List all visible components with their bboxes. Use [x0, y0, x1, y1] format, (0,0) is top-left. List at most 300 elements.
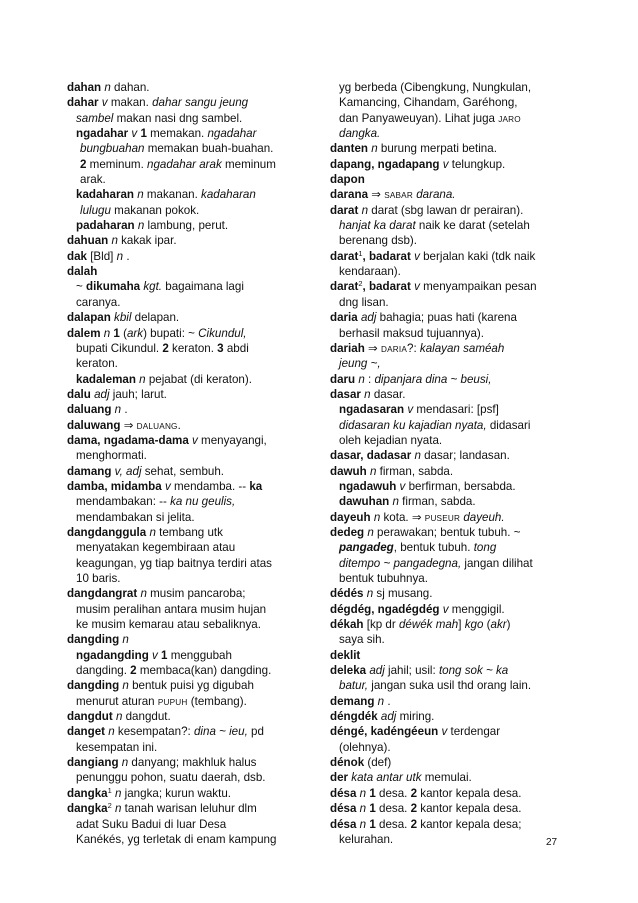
text-segment: dapon	[330, 173, 365, 187]
dictionary-line	[67, 479, 312, 494]
text-segment: v	[439, 157, 449, 171]
dictionary-line	[330, 157, 570, 172]
text-segment: désa	[330, 817, 357, 831]
text-segment: dékah	[330, 618, 364, 632]
text-segment: n	[389, 495, 399, 509]
dictionary-line	[67, 356, 312, 371]
text-segment: n	[118, 756, 129, 770]
text-segment: dahar sangu jeung	[152, 96, 249, 110]
right-column	[330, 80, 570, 847]
text-segment: n	[360, 387, 371, 401]
dictionary-line	[330, 510, 570, 525]
text-segment: keraton.	[168, 341, 218, 355]
text-segment: 2	[410, 802, 418, 816]
text-segment: dawuhan	[339, 495, 390, 509]
text-segment: 1	[358, 248, 363, 258]
dictionary-line	[330, 556, 570, 571]
text-segment: 2	[80, 157, 87, 171]
text-segment: PUSEUR	[424, 513, 461, 523]
text-segment: v	[128, 127, 141, 141]
text-segment: v	[188, 433, 198, 447]
text-segment: )	[506, 618, 511, 632]
dictionary-line	[330, 341, 570, 356]
dictionary-line	[67, 295, 312, 310]
text-segment: dahar	[67, 96, 99, 110]
text-segment: dasar, dadasar	[330, 449, 412, 463]
text-segment: memulai.	[421, 771, 472, 785]
text-segment: SABAR	[384, 191, 413, 201]
dictionary-line	[67, 755, 312, 770]
text-segment: [kp dr	[363, 618, 399, 632]
text-segment: :	[364, 372, 375, 386]
text-segment: dangdanggula	[67, 525, 147, 539]
text-segment: ark	[126, 326, 144, 340]
text-segment: kalayan saméah	[419, 341, 505, 355]
text-segment: dangka.	[339, 127, 381, 141]
text-segment: dangka	[67, 802, 108, 816]
text-segment: batur,	[339, 679, 369, 693]
text-segment: 2	[107, 801, 112, 811]
text-segment: yg berbeda (Cibengkung, Nungkulan,	[339, 81, 532, 94]
text-segment: desa.	[375, 817, 411, 831]
text-segment: ngadangding	[76, 648, 149, 662]
dictionary-line	[330, 111, 570, 126]
text-segment: n	[363, 587, 374, 601]
text-segment: n	[370, 510, 381, 524]
text-segment: bungbuahan	[80, 142, 145, 156]
dictionary-line	[330, 310, 570, 325]
text-segment: Kanékés, yg terletak di enam kampung	[76, 832, 277, 846]
text-segment: dangdut.	[122, 710, 171, 724]
text-segment: 1	[107, 785, 112, 795]
text-segment: tong sok ~ ka	[438, 664, 509, 678]
text-segment: kadaharan	[76, 188, 134, 202]
text-segment: meminum	[221, 157, 276, 171]
text-segment: jangan suka usil thd orang lain.	[368, 679, 532, 693]
text-segment: v	[404, 403, 414, 417]
text-segment: 1	[113, 326, 120, 340]
dictionary-line	[330, 141, 570, 156]
text-segment: 1	[369, 817, 376, 831]
text-segment: keraton.	[76, 357, 118, 371]
text-segment: pd	[247, 725, 264, 739]
text-segment: ⇒	[120, 418, 137, 432]
text-segment: kbil	[110, 311, 132, 325]
dictionary-line	[67, 187, 312, 202]
text-segment: lulugu	[80, 203, 111, 217]
text-segment: ngadahar	[207, 127, 257, 141]
text-segment: ngadawuh	[339, 479, 397, 493]
text-segment: .	[177, 418, 181, 432]
text-segment: lambung, perut.	[144, 219, 229, 233]
dictionary-line	[330, 126, 570, 141]
text-segment: 2	[410, 817, 418, 831]
dictionary-line	[67, 586, 312, 601]
text-segment: penunggu pohon, suatu daerah, dsb.	[76, 771, 266, 785]
text-segment: dalah	[67, 265, 98, 279]
text-segment: n	[146, 525, 156, 539]
text-segment: n	[366, 464, 377, 478]
dictionary-line	[67, 817, 312, 832]
text-segment: n	[111, 786, 122, 800]
text-segment: daru	[330, 372, 356, 386]
text-segment: dayeuh.	[460, 510, 505, 524]
dictionary-line	[67, 372, 312, 387]
text-segment: mendamba. --	[170, 479, 250, 493]
text-segment: n	[105, 725, 115, 739]
text-segment: .	[123, 249, 130, 263]
dictionary-line	[67, 801, 312, 816]
dictionary-line	[67, 141, 312, 156]
dictionary-line	[67, 233, 312, 248]
text-segment: telungkup.	[448, 157, 506, 171]
dictionary-line	[67, 203, 312, 218]
text-segment: déngé, kadéngéeun	[330, 725, 439, 739]
dictionary-line	[67, 157, 312, 172]
text-segment: tong	[473, 541, 497, 555]
text-segment: dalapan	[67, 311, 111, 325]
dictionary-line	[330, 433, 570, 448]
dictionary-line	[67, 341, 312, 356]
dictionary-line	[330, 464, 570, 479]
text-segment: sehat, sembuh.	[141, 464, 225, 478]
text-segment: menyatakan kegembiraan atau	[76, 541, 236, 555]
text-segment: dalu	[67, 387, 91, 401]
text-segment: JARO	[498, 114, 521, 124]
text-segment: 2	[358, 279, 363, 289]
text-segment: désa	[330, 786, 357, 800]
text-segment: darat (sbg lawan dr perairan).	[368, 203, 524, 217]
text-segment: desa.	[375, 786, 411, 800]
text-segment: daria	[330, 311, 358, 325]
text-segment: n	[101, 81, 111, 94]
text-segment: 10 baris.	[76, 572, 121, 585]
text-segment: burung merpati betina.	[377, 142, 497, 156]
dictionary-line	[330, 817, 570, 832]
dictionary-line	[67, 126, 312, 141]
text-segment: [Bld]	[86, 249, 117, 263]
text-segment: dikumaha	[86, 280, 141, 294]
text-segment: dégdég, ngadégdég	[330, 602, 440, 616]
text-segment: mendasari: [psf]	[413, 403, 499, 417]
text-segment: menggubah	[167, 648, 232, 662]
dictionary-line	[67, 218, 312, 233]
dictionary-line	[330, 709, 570, 724]
text-segment: 2	[410, 786, 418, 800]
text-segment: adj	[90, 387, 110, 401]
dictionary-line	[67, 663, 312, 678]
text-segment: darat	[330, 280, 359, 294]
text-segment: caranya.	[76, 295, 121, 309]
dictionary-line	[67, 632, 312, 647]
text-segment: danget	[67, 725, 106, 739]
dictionary-line	[67, 402, 312, 417]
text-segment: adj	[366, 664, 385, 678]
text-segment: dahuan	[67, 234, 109, 248]
dictionary-line	[330, 724, 570, 739]
text-segment: v	[438, 725, 448, 739]
dictionary-line	[67, 326, 312, 341]
text-segment: (def)	[364, 756, 392, 770]
text-segment: abdi	[223, 341, 249, 355]
text-segment: dangiang	[67, 756, 119, 770]
text-segment: miring.	[396, 710, 435, 724]
dictionary-line	[330, 203, 570, 218]
text-segment: (olehnya).	[339, 740, 391, 754]
dictionary-line	[330, 95, 570, 110]
text-segment: pejabat (di keraton).	[145, 372, 252, 386]
dictionary-line	[330, 402, 570, 417]
dictionary-line	[67, 494, 312, 509]
text-segment: Kamancing, Cihandam, Garéhong,	[339, 96, 518, 110]
text-segment: sj musang.	[373, 587, 433, 601]
text-segment: kesempatan ini.	[76, 740, 158, 754]
text-segment: firman, sabda.	[398, 495, 476, 509]
dictionary-line	[330, 602, 570, 617]
text-segment: dan Panyaweuyan). Lihat juga	[339, 111, 499, 125]
dictionary-line	[330, 80, 570, 95]
text-segment: dangding	[67, 679, 120, 693]
dictionary-line	[67, 448, 312, 463]
text-segment: DARIA	[380, 344, 407, 354]
dictionary-line	[330, 525, 570, 540]
text-segment: jauh; larut.	[109, 387, 167, 401]
dictionary-line	[330, 494, 570, 509]
text-segment: ditempo ~ pangadegna,	[339, 556, 462, 570]
text-segment: n	[111, 403, 122, 417]
dictionary-line	[330, 571, 570, 586]
text-segment: n	[134, 219, 145, 233]
text-segment: ka nu geulis,	[170, 495, 236, 509]
text-segment: berenang dsb).	[339, 234, 417, 248]
dictionary-line	[67, 387, 312, 402]
dictionary-line	[67, 264, 312, 279]
text-segment: DALUANG	[136, 421, 178, 431]
text-segment: daluwang	[67, 418, 121, 432]
dictionary-line	[330, 418, 570, 433]
text-segment: terdengar	[447, 725, 501, 739]
text-segment: kelurahan.	[339, 832, 394, 846]
text-segment: meminum.	[86, 157, 148, 171]
text-segment: kendaraan).	[339, 265, 401, 279]
dictionary-line	[67, 694, 312, 709]
dictionary-line	[67, 510, 312, 525]
text-segment: (tembang).	[187, 694, 247, 708]
text-segment: firman, sabda.	[376, 464, 454, 478]
dictionary-line	[330, 648, 570, 663]
text-segment: dénok	[330, 756, 365, 770]
dictionary-line	[67, 249, 312, 264]
dictionary-line	[67, 433, 312, 448]
dictionary-line	[67, 556, 312, 571]
text-segment: n	[134, 188, 144, 202]
text-segment: dahan.	[110, 81, 150, 94]
text-segment: , bentuk tubuh.	[393, 541, 474, 555]
text-segment: .	[121, 403, 128, 417]
text-segment: menggigil.	[448, 602, 505, 616]
text-segment: .	[384, 694, 391, 708]
text-segment: dasar	[330, 387, 361, 401]
dictionary-line	[330, 755, 570, 770]
text-segment: v	[439, 602, 449, 616]
dictionary-line	[330, 801, 570, 816]
dictionary-line	[67, 786, 312, 801]
dictionary-line	[330, 770, 570, 785]
dictionary-line	[67, 571, 312, 586]
text-segment: dédés	[330, 587, 364, 601]
text-segment: , badarat	[362, 280, 411, 294]
text-segment: pangadeg	[339, 541, 394, 555]
dictionary-line	[330, 663, 570, 678]
text-segment: keagungan, yg tiap baitnya terdiri atas	[76, 556, 272, 570]
text-segment: 1	[140, 127, 147, 141]
text-segment: dama, ngadama-dama	[67, 433, 189, 447]
text-segment: ) bupati: ~	[143, 326, 199, 340]
text-segment: dng lisan.	[339, 295, 389, 309]
text-segment: perawakan; bentuk tubuh. ~	[373, 525, 521, 539]
dictionary-line	[330, 617, 570, 632]
text-segment: (	[483, 618, 491, 632]
text-segment: n	[112, 710, 123, 724]
text-segment: kadaleman	[76, 372, 136, 386]
dictionary-line	[330, 479, 570, 494]
text-segment: kota. ⇒	[380, 510, 425, 524]
text-segment: der	[330, 771, 349, 785]
text-segment: daluang	[67, 403, 112, 417]
text-segment: n	[368, 142, 378, 156]
text-segment: berjalan kaki (tdk naik	[419, 249, 536, 263]
text-segment: memakan.	[146, 127, 208, 141]
text-segment: v	[410, 280, 420, 294]
text-segment: darat	[330, 203, 359, 217]
text-segment: membaca(kan) dangding.	[136, 664, 272, 678]
text-segment: Cikundul,	[198, 326, 247, 340]
text-segment: n	[411, 449, 421, 463]
text-segment: didasari	[486, 418, 531, 432]
text-segment: n	[358, 203, 369, 217]
dictionary-line	[330, 249, 570, 264]
text-segment: ke musim kemarau atau sebaliknya.	[76, 618, 261, 632]
text-segment: ⇒	[364, 341, 381, 355]
text-segment: n	[111, 802, 122, 816]
text-segment: demang	[330, 694, 375, 708]
text-segment: n	[116, 249, 124, 263]
dictionary-line	[330, 740, 570, 755]
text-segment: delapan.	[131, 311, 180, 325]
text-segment: didasaran ku kajadian nyata,	[339, 418, 487, 432]
dictionary-line	[330, 678, 570, 693]
text-segment: dipanjara dina ~ beusi,	[374, 372, 492, 386]
dictionary-line	[330, 540, 570, 555]
text-segment: arak.	[80, 173, 106, 187]
text-segment: kgt.	[140, 280, 163, 294]
dictionary-line	[330, 218, 570, 233]
text-segment: ]	[458, 618, 465, 632]
text-segment: n	[108, 234, 118, 248]
text-segment: dahan	[67, 81, 102, 94]
text-segment: adj	[357, 311, 377, 325]
text-segment: kantor kepala desa.	[417, 802, 522, 816]
dictionary-line	[330, 187, 570, 202]
text-segment: dayeuh	[330, 510, 371, 524]
left-column	[67, 80, 312, 847]
text-segment: dapang, ngadapang	[330, 157, 440, 171]
text-segment: v	[98, 96, 108, 110]
text-segment: dawuh	[330, 464, 367, 478]
text-segment: ~	[76, 280, 86, 294]
text-segment: 1	[161, 648, 168, 662]
text-segment: bupati Cikundul.	[76, 341, 163, 355]
text-segment: bagaimana lagi	[162, 280, 244, 294]
dictionary-line	[330, 279, 570, 294]
text-segment: dangka	[67, 786, 108, 800]
text-segment: n	[119, 679, 129, 693]
text-segment: tembang utk	[155, 525, 223, 539]
text-segment: jeung ~,	[339, 357, 381, 371]
dictionary-line	[330, 832, 570, 847]
text-segment: v	[410, 249, 420, 263]
text-segment: 2	[130, 664, 137, 678]
text-segment: adj	[377, 710, 397, 724]
text-segment: n	[135, 372, 146, 386]
text-segment: (	[119, 326, 127, 340]
text-segment: , badarat	[362, 249, 411, 263]
text-segment: 1	[369, 786, 376, 800]
text-segment: dedeg	[330, 525, 365, 539]
text-segment: darat	[330, 249, 359, 263]
text-segment: n	[356, 786, 370, 800]
text-segment: déngdék	[330, 710, 378, 724]
text-segment: v	[148, 648, 162, 662]
text-segment: jangka; kurun waktu.	[121, 786, 231, 800]
dictionary-line	[67, 279, 312, 294]
text-segment: damba, midamba	[67, 479, 162, 493]
dictionary-line	[330, 326, 570, 341]
text-segment: akr	[490, 618, 507, 632]
text-segment: kesempatan?:	[114, 725, 194, 739]
dictionary-line	[67, 111, 312, 126]
text-segment: n	[356, 817, 370, 831]
text-segment: dasar.	[370, 387, 406, 401]
text-segment: n	[137, 587, 147, 601]
dictionary-line	[67, 740, 312, 755]
text-segment: adat Suku Badui di luar Desa	[76, 817, 227, 831]
text-segment: hanjat ka darat	[339, 219, 416, 233]
dictionary-line	[67, 602, 312, 617]
dictionary-line	[330, 264, 570, 279]
text-segment: menurut aturan	[76, 694, 158, 708]
text-segment: n	[100, 326, 114, 340]
text-segment: damang	[67, 464, 112, 478]
dictionary-line	[67, 525, 312, 540]
text-segment: bahagia; puas hati (karena	[376, 311, 517, 325]
text-segment: makanan pokok.	[110, 203, 200, 217]
text-segment: saya sih.	[339, 633, 385, 647]
text-segment: mendambakan si jelita.	[76, 510, 195, 524]
text-segment: déwék mah	[398, 618, 459, 632]
text-segment: dasar; landasan.	[420, 449, 510, 463]
text-segment: makanan.	[143, 188, 202, 202]
dictionary-line	[330, 372, 570, 387]
text-segment: darana.	[412, 188, 456, 202]
text-segment: n	[374, 694, 385, 708]
text-segment: dangding.	[76, 664, 131, 678]
text-segment: dangding	[67, 633, 120, 647]
dictionary-line	[67, 709, 312, 724]
text-segment: kadaharan	[201, 188, 256, 202]
dictionary-line	[67, 95, 312, 110]
text-segment: PUPUH	[157, 697, 188, 707]
